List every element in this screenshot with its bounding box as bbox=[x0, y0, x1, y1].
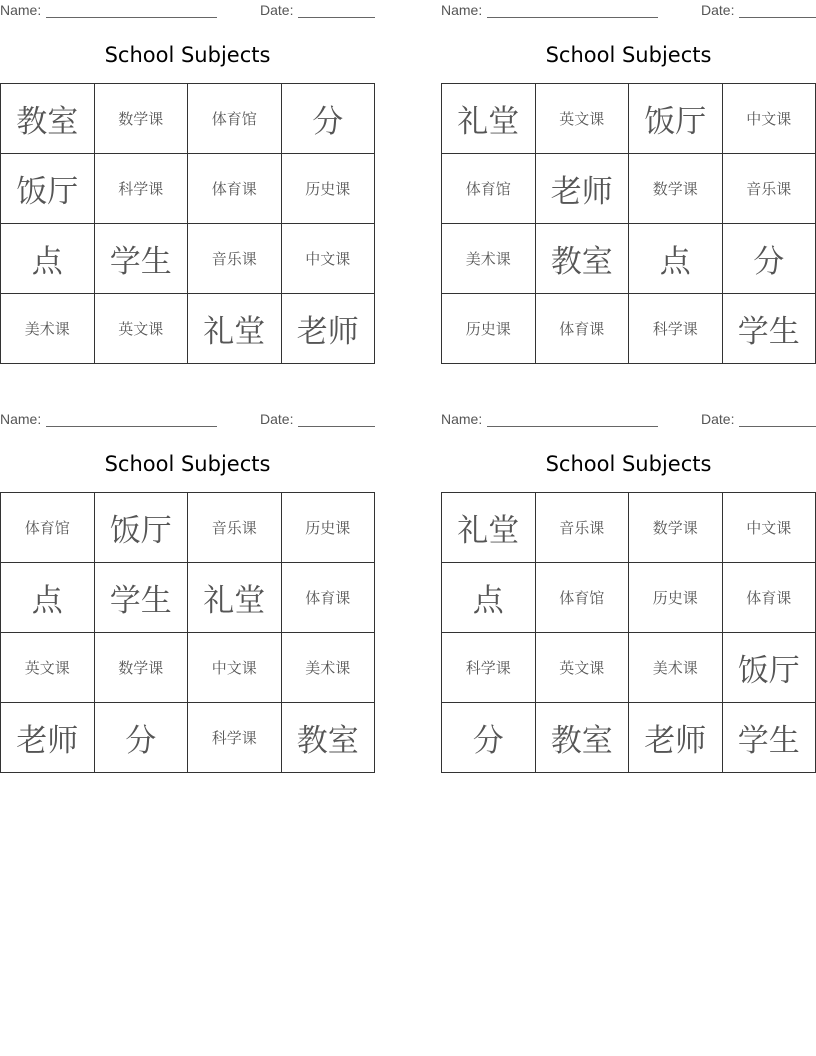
grid-row bbox=[1, 493, 375, 563]
bingo-cell: 中文课 bbox=[281, 224, 375, 294]
grid-row bbox=[1, 703, 375, 773]
name-label: Name: bbox=[441, 2, 483, 18]
bingo-card-4 bbox=[441, 409, 816, 774]
date-blank bbox=[298, 426, 375, 427]
date-blank bbox=[739, 426, 816, 427]
name-blank bbox=[46, 426, 217, 427]
grid-row bbox=[1, 154, 375, 224]
card-header bbox=[0, 2, 375, 20]
bingo-cell: 数学课 bbox=[94, 84, 188, 154]
card-header bbox=[441, 411, 816, 429]
bingo-cell: 点 bbox=[629, 224, 723, 294]
bingo-cell: 老师 bbox=[629, 703, 723, 773]
bingo-cell: 学生 bbox=[722, 294, 816, 364]
card-title: School Subjects bbox=[545, 452, 712, 476]
date-label: Date: bbox=[701, 2, 735, 18]
bingo-card-2 bbox=[441, 0, 816, 365]
grid-row bbox=[1, 224, 375, 294]
bingo-cell: 礼堂 bbox=[188, 294, 282, 364]
bingo-cell: 老师 bbox=[281, 294, 375, 364]
bingo-cell: 数学课 bbox=[629, 154, 723, 224]
bingo-cell: 历史课 bbox=[442, 294, 536, 364]
bingo-cell: 体育馆 bbox=[535, 563, 629, 633]
bingo-card-1 bbox=[0, 0, 375, 365]
bingo-cell: 体育课 bbox=[188, 154, 282, 224]
bingo-cell: 英文课 bbox=[94, 294, 188, 364]
grid-row bbox=[442, 633, 816, 703]
grid-row bbox=[442, 294, 816, 364]
bingo-cell: 体育馆 bbox=[442, 154, 536, 224]
grid-row bbox=[442, 84, 816, 154]
bingo-cell: 饭厅 bbox=[1, 154, 95, 224]
bingo-cell: 体育馆 bbox=[188, 84, 282, 154]
bingo-cell: 学生 bbox=[94, 563, 188, 633]
bingo-grid bbox=[0, 83, 375, 364]
bingo-cell: 英文课 bbox=[535, 84, 629, 154]
card-header bbox=[0, 411, 375, 429]
bingo-cell: 音乐课 bbox=[535, 493, 629, 563]
bingo-cell: 历史课 bbox=[629, 563, 723, 633]
bingo-cell: 学生 bbox=[722, 703, 816, 773]
bingo-cell: 科学课 bbox=[442, 633, 536, 703]
bingo-cell: 数学课 bbox=[629, 493, 723, 563]
bingo-cell: 分 bbox=[442, 703, 536, 773]
bingo-cell: 礼堂 bbox=[442, 84, 536, 154]
name-label: Name: bbox=[441, 411, 483, 427]
bingo-cell: 饭厅 bbox=[94, 493, 188, 563]
bingo-cell: 美术课 bbox=[442, 224, 536, 294]
bingo-cell: 音乐课 bbox=[722, 154, 816, 224]
bingo-cell: 体育馆 bbox=[1, 493, 95, 563]
bingo-cell: 科学课 bbox=[94, 154, 188, 224]
bingo-cell: 饭厅 bbox=[722, 633, 816, 703]
bingo-cell: 美术课 bbox=[629, 633, 723, 703]
name-blank bbox=[487, 426, 658, 427]
bingo-cell: 老师 bbox=[1, 703, 95, 773]
date-label: Date: bbox=[260, 2, 294, 18]
grid-row bbox=[442, 493, 816, 563]
bingo-cell: 音乐课 bbox=[188, 493, 282, 563]
grid-row bbox=[442, 703, 816, 773]
bingo-cell: 礼堂 bbox=[442, 493, 536, 563]
bingo-grid bbox=[441, 83, 816, 364]
name-blank bbox=[487, 17, 658, 18]
name-blank bbox=[46, 17, 217, 18]
bingo-cell: 数学课 bbox=[94, 633, 188, 703]
name-label: Name: bbox=[0, 2, 42, 18]
bingo-cell: 体育课 bbox=[722, 563, 816, 633]
grid-row bbox=[1, 563, 375, 633]
bingo-cell: 科学课 bbox=[629, 294, 723, 364]
bingo-cell: 饭厅 bbox=[629, 84, 723, 154]
date-label: Date: bbox=[260, 411, 294, 427]
date-blank bbox=[739, 17, 816, 18]
bingo-cell: 美术课 bbox=[1, 294, 95, 364]
date-blank bbox=[298, 17, 375, 18]
card-header bbox=[441, 2, 816, 20]
bingo-cell: 音乐课 bbox=[188, 224, 282, 294]
bingo-cell: 中文课 bbox=[722, 493, 816, 563]
bingo-cell: 美术课 bbox=[281, 633, 375, 703]
name-label: Name: bbox=[0, 411, 42, 427]
bingo-cell: 教室 bbox=[535, 224, 629, 294]
grid-row bbox=[442, 563, 816, 633]
bingo-cell: 点 bbox=[1, 224, 95, 294]
bingo-cell: 教室 bbox=[1, 84, 95, 154]
bingo-card-3 bbox=[0, 409, 375, 774]
bingo-cell: 体育课 bbox=[281, 563, 375, 633]
bingo-cell: 科学课 bbox=[188, 703, 282, 773]
grid-row bbox=[442, 154, 816, 224]
bingo-cell: 礼堂 bbox=[188, 563, 282, 633]
bingo-cell: 体育课 bbox=[535, 294, 629, 364]
card-title: School Subjects bbox=[104, 452, 271, 476]
bingo-cell: 中文课 bbox=[722, 84, 816, 154]
bingo-grid bbox=[0, 492, 375, 773]
bingo-cell: 分 bbox=[281, 84, 375, 154]
bingo-cell: 英文课 bbox=[1, 633, 95, 703]
bingo-cell: 点 bbox=[442, 563, 536, 633]
bingo-grid bbox=[441, 492, 816, 773]
bingo-cell: 教室 bbox=[535, 703, 629, 773]
bingo-cell: 分 bbox=[94, 703, 188, 773]
bingo-cell: 历史课 bbox=[281, 493, 375, 563]
grid-row bbox=[1, 633, 375, 703]
grid-row bbox=[442, 224, 816, 294]
bingo-cell: 学生 bbox=[94, 224, 188, 294]
date-label: Date: bbox=[701, 411, 735, 427]
bingo-cell: 教室 bbox=[281, 703, 375, 773]
bingo-cell: 点 bbox=[1, 563, 95, 633]
bingo-cell: 分 bbox=[722, 224, 816, 294]
bingo-cell: 英文课 bbox=[535, 633, 629, 703]
bingo-cell: 老师 bbox=[535, 154, 629, 224]
bingo-cell: 中文课 bbox=[188, 633, 282, 703]
card-title: School Subjects bbox=[104, 43, 271, 67]
grid-row bbox=[1, 294, 375, 364]
grid-row bbox=[1, 84, 375, 154]
bingo-cell: 历史课 bbox=[281, 154, 375, 224]
card-title: School Subjects bbox=[545, 43, 712, 67]
